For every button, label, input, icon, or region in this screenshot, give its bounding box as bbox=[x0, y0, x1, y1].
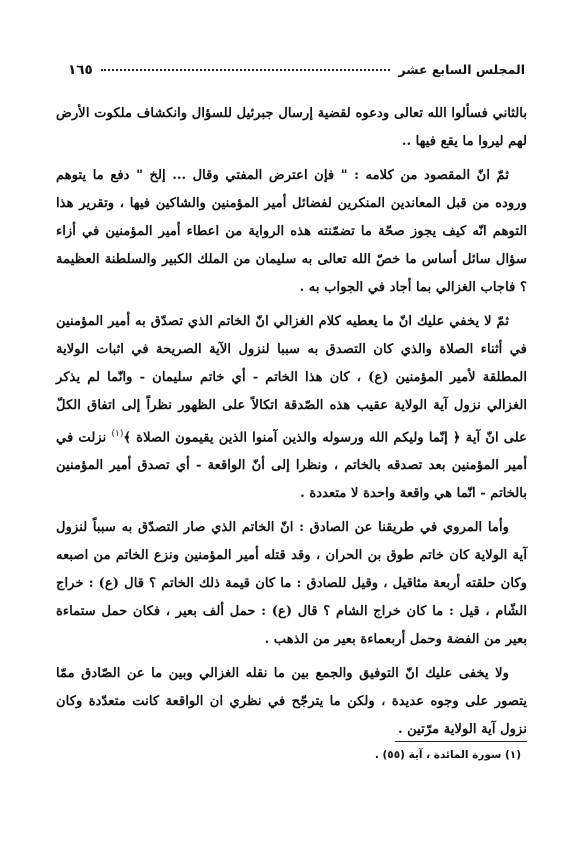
paragraph: بالثاني فسألوا الله تعالى ودعوه لقضية إرسال جبرئيل للسؤال وانكشاف ملكوت الأرض لهم ليروا ما يقع فيها .. bbox=[56, 106, 527, 149]
footnote-marker: (١) bbox=[111, 429, 124, 439]
page-number: ١٦٥ bbox=[68, 62, 93, 78]
paragraph: وأما المروي في طريقنا عن الصادق : انّ الخاتم الذي صار التصدّق به سبباً لنزول آية الولاية كان خاتم طوق بن الحران ، وقد قتله أمير المؤمنين ونزع الخاتم من اصبعه وكان حلقته أربعة مثاقيل ، وقيل للصادق : ما كان قيمة ذلك الخاتم ؟ قال (ع) : خراج الشّام ، قيل : ما كان خراج الشام ؟ قال (ع) : حمل ألف بعير ، فكان حمل ستماءة بعير من الفضة وحمل أربعماءة بعير من الذهب . bbox=[56, 520, 527, 648]
paragraph bbox=[56, 308, 527, 508]
running-header bbox=[68, 62, 525, 86]
footnote: (١) سورة المائدة ، آية (٥٥) . bbox=[374, 749, 521, 761]
paragraph: ثمّ انّ المقصود من كلامه : " فإن اعترض المفتي وقال ... إلخ " دفع ما يتوهم وروده من قبل المعاندين المنكرين لفضائل أمير المؤمنين والشاكين فيها ، وتقرير هذا التوهم انّه كيف يجوز صحّة ما تضمّنته هذه الرواية من اعطاء أمير المؤمنين في أزاء سؤال سائل أساس ما خصّ الله تعالى به سليمان من الملك الكبير والسلطنة العظيمة ؟ فاجاب الغزالي بما أجاد في الجواب به . bbox=[56, 168, 527, 295]
footnote-divider bbox=[395, 741, 527, 742]
leader-dots bbox=[101, 69, 391, 71]
paragraph: ولا يخفى عليك انّ التوفيق والجمع بين ما نقله الغزالي وبين ما عن الصّادق ممّا يتصور على وجوه عديدة ، ولكن ما يترجّح في نظري ان الواقعة كانت متعدّدة وكان نزول آية الولاية مرّتين . bbox=[56, 666, 527, 738]
paragraph-text: ثمّ لا يخفي عليك انّ ما يعطيه كلام الغزالي انّ الخاتم الذي تصدّق به أمير المؤمنين في أثناء الصلاة والذي كان التصدق به سببا لنزول الآية الصريحة في اثبات الولاية المطلقة لأمير المؤمنين (ع) ، كان هذا الخاتم - أي خاتم سليمان - وانّما لم يذكر الغزالي نزول آية الولاية عقيب هذه الصّدقة اتكالاً على الظهور نظراً إلى اتفاق الكلّ على انّ آية bbox=[56, 314, 528, 446]
chapter-title: المجلس السابع عشر bbox=[398, 62, 525, 77]
body-text bbox=[56, 100, 527, 750]
paragraph-text: نزلت في أمير المؤمنين بعد تصدقه بالخاتم ، ونظرا إلى أنّ الواقعة - أي تصدق أمير المؤمنين بالخاتم - انّما هي واقعة واحدة لا متعددة . bbox=[56, 430, 527, 502]
quran-verse: ﴿ إنّما وليكم الله ورسوله والذين آمنوا الذين يقيمون الصلاة ﴾ bbox=[123, 430, 461, 446]
